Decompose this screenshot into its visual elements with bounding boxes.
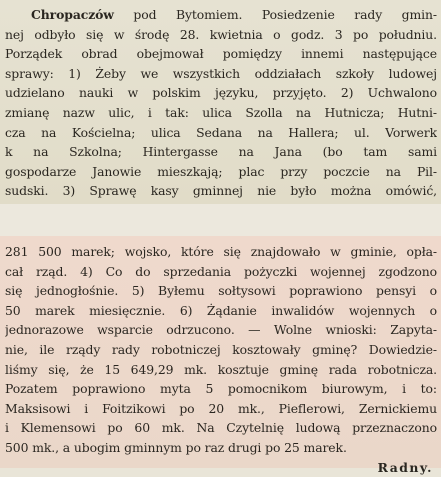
article-line: cał rząd. 4) Co do sprzedania pożyczki wojennej zgodzono [5, 263, 437, 279]
article-line: k na Szkolna; Hintergasse na Jana (bo tam sami [5, 144, 437, 160]
article-line: jednorazowe wsparcie odrzucono. — Wolne wnioski: Zapyta- [5, 322, 437, 338]
article-upper-section [0, 0, 441, 204]
article-line: nie, ile rządy rady robotniczej kosztowały gminę? Dowiedzie- [5, 341, 437, 357]
article-line: 50 marek miesięcznie. 6) Żądanie inwalidów wojennych o [5, 302, 437, 318]
article-line: Maksisowi i Foitzikowi po 20 mk., Pieflerowi, Zernickiemu [5, 400, 437, 416]
article-line: Pozatem poprawiono myta 5 pomocnikom biurowym, i to: [5, 381, 437, 397]
clipping-gap [0, 204, 441, 236]
article-signature: Radny. [377, 459, 433, 475]
article-line: sprawy: 1) Żeby we wszystkich oddziałach szkoły ludowej [5, 65, 437, 81]
article-line: 281 500 marek; wojsko, które się znajdowało w gminie, opła- [5, 244, 437, 259]
article-line: nej odbyło się w środę 28. kwietnia o godz. 3 po południu. [5, 26, 437, 42]
article-line: Chropaczów pod Bytomiem. Posiedzenie rady gmin- [31, 7, 437, 22]
article-line: zmianę nazw ulic, i tak: ulica Szolla na Hutnicza; Hutni- [5, 104, 437, 120]
article-line: udzielano nauki w polskim języku, przyjęto. 2) Uchwalono [5, 85, 437, 101]
article-line: gospodarze Janowie mieszkają; plac przy poczcie na Pil- [5, 163, 437, 179]
article-line: i Klemensowi po 60 mk. Na Czytelnię ludową przeznaczono [5, 420, 437, 436]
article-line: Porządek obrad obejmował pomiędzy innemi następujące [5, 46, 437, 62]
article-line: 500 mk., a ubogim gminnym po raz drugi po 25 marek. [5, 439, 347, 455]
article-lower-section [0, 236, 441, 475]
article-line: się jednogłośnie. 5) Byłemu sołtysowi poprawiono pensyi o [5, 283, 437, 299]
article-line: cza na Kościelna; ulica Sedana na Hallera; ul. Vorwerk [5, 124, 437, 140]
article-line: sudski. 3) Sprawę kasy gminnej nie było można omówić, [5, 183, 437, 199]
article-dateline: Chropaczów [31, 7, 114, 22]
article-line: liśmy się, że 15 649,29 mk. kosztuje gminę rada robotnicza. [5, 361, 437, 377]
